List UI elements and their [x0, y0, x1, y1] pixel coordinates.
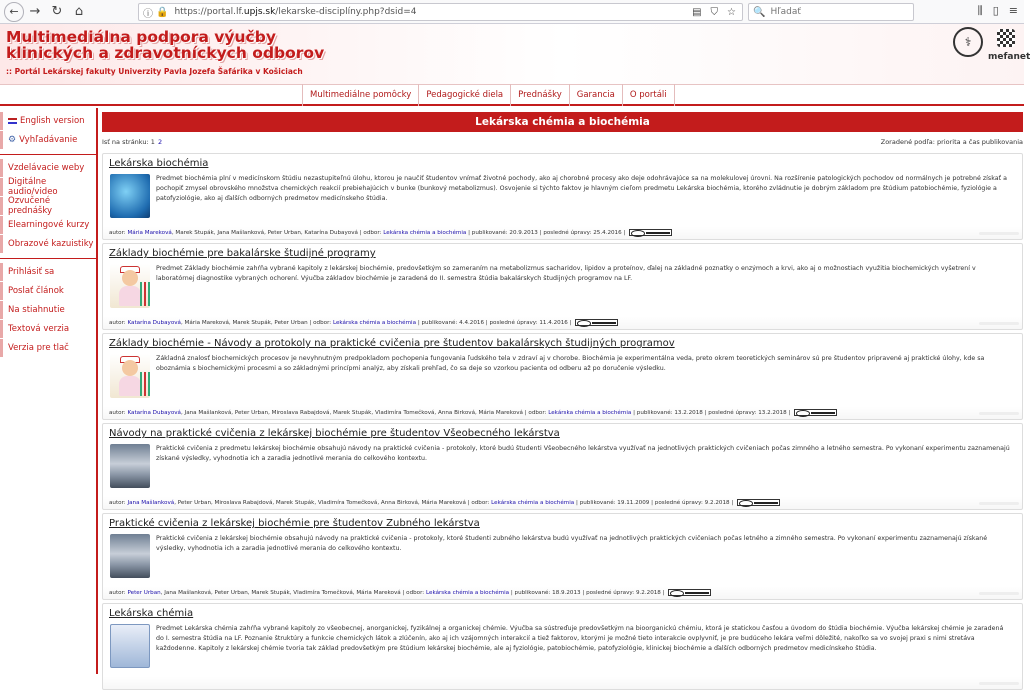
section-title: Lekárska chémia a biochémia — [102, 112, 1023, 132]
reload-icon[interactable]: ↻ — [51, 4, 63, 19]
cc-license-icon[interactable] — [737, 499, 780, 506]
mefanet-label[interactable]: mefanet — [988, 52, 1030, 62]
article-title[interactable]: Návody na praktické cvičenia z lekárskej biochémie pre študentov Všeobecného lekárstva — [109, 428, 560, 439]
article-meta: autor: Katarína Dubayová, Jana Mašlanková, Peter Urban, Miroslava Rabajdová, Marek Stupák, Vladimíra Tomečková, Anna Birková, Mária Mareková | odbor: Lekárska chémia a biochémia | publikované: 13.2.2018 | posledné úpravy: 13.2.2018 | — [109, 409, 837, 416]
browser-toolbar — [0, 0, 1024, 24]
article-title[interactable]: Lekárska biochémia — [109, 158, 209, 169]
flag-icon — [8, 118, 17, 124]
menu-lectures[interactable]: Prednášky — [510, 84, 569, 106]
menu-about[interactable]: O portáli — [622, 84, 675, 106]
page-link-2[interactable]: 2 — [157, 138, 163, 146]
address-bar[interactable] — [138, 3, 743, 21]
article-card — [102, 243, 1023, 330]
cc-license-icon[interactable] — [668, 589, 711, 596]
article-description: Predmet Lekárska chémia zahŕňa vybrané kapitoly zo všeobecnej, anorganickej, fyzikálnej a organickej chémie. Výučba sa sústreďuje predovšetkým na bioorganickú chémiu, ktorá je statickou časťou a úvodom do štúdia biochémie. Výučba lekárskej chémie je zaradená do I. semestra štúdia na LF. Poznanie štruktúry a funkcie chemických látok a zlúčenín, ako aj ich vzájomných interakcií a tiež faktorov, ktorými je možné tieto interakcie ovplyvniť, je pre budúceho lekára veľmi dôležité, nakoľko sa vo svojej praxi s nimi stretáva každodenne. Kapitoly z lekárskej chémie tvoria tak základ predovšetkým pre štúdium lekárskej biochémie, ale aj fyziológie, patobiochémie, patofyziológie, klinickej biochémie a ďalších odborných predmetov medicínskeho štúdia. — [156, 625, 1004, 652]
sidebar-item-send-article[interactable]: Poslať článok — [0, 282, 96, 300]
sidebar-item-print[interactable]: Verzia pre tlač — [0, 339, 96, 357]
article-card — [102, 423, 1023, 510]
author-link[interactable]: Katarína Dubayová — [127, 410, 181, 416]
mefanet-logo-icon[interactable] — [997, 29, 1015, 47]
home-icon[interactable]: ⌂ — [74, 4, 84, 19]
forward-arrow-icon[interactable]: → — [29, 4, 41, 19]
cc-license-icon[interactable] — [794, 409, 837, 416]
sidebar-item-elearning[interactable]: Elearningové kurzy — [0, 216, 96, 234]
article-thumbnail[interactable] — [110, 174, 150, 218]
sidebar-group-tools — [0, 108, 96, 155]
card-scroll-indicator — [979, 322, 1019, 325]
site-title[interactable]: Multimediálna podpora výučby klinických a zdravotníckych odborov — [6, 28, 325, 62]
field-link[interactable]: Lekárska chémia a biochémia — [548, 410, 632, 416]
article-meta: autor: Peter Urban, Jana Mašlanková, Peter Urban, Marek Stupák, Vladimíra Tomečková, Mária Mareková | odbor: Lekárska chémia a biochémia | publikované: 18.9.2013 | posledné úpravy: 9.2.2018 | — [109, 589, 711, 596]
sidebar-item-english[interactable]: English version — [0, 112, 96, 130]
sidebar — [0, 108, 98, 674]
article-card — [102, 153, 1023, 240]
menu-icon[interactable]: ≡ — [1008, 4, 1018, 17]
bookmark-star-icon[interactable]: ☆ — [727, 6, 736, 18]
article-thumbnail[interactable] — [110, 444, 150, 488]
article-card — [102, 603, 1023, 690]
sidebar-item-search[interactable]: ⚙ Vyhľadávanie — [0, 131, 96, 149]
article-thumbnail[interactable] — [110, 264, 150, 308]
article-thumbnail[interactable] — [110, 624, 150, 668]
sidebar-item-web[interactable]: Vzdelávacie weby — [0, 159, 96, 177]
sidebar-item-audio-video[interactable]: Digitálne audio/video — [0, 178, 96, 196]
article-meta: autor: Katarína Dubayová, Mária Mareková, Marek Stupák, Peter Urban | odbor: Lekárska chémia a biochémia | publikované: 4.4.2016 | posledné úpravy: 11.4.2016 | — [109, 319, 618, 326]
lock-icon: 🔒 — [156, 6, 169, 18]
url-text[interactable]: https://portal.lf.upjs.sk/lekarske-disciplíny.php?dsid=4 — [174, 7, 417, 17]
info-icon[interactable]: ⓘ — [143, 8, 153, 20]
pocket-icon[interactable]: ⛉ — [710, 6, 719, 18]
field-link[interactable]: Lekárska chémia a biochémia — [383, 230, 467, 236]
author-link[interactable]: Jana Mašlanková — [127, 500, 175, 506]
site-header — [0, 24, 1030, 84]
menu-multimedia[interactable]: Multimediálne pomôcky — [302, 84, 418, 106]
menu-guarantee[interactable]: Garancia — [569, 84, 622, 106]
browser-search-input[interactable] — [770, 7, 910, 17]
author-link[interactable]: Peter Urban — [127, 590, 161, 596]
card-scroll-indicator — [979, 232, 1019, 235]
author-link[interactable]: Mária Mareková — [127, 230, 172, 236]
article-thumbnail[interactable] — [110, 354, 150, 398]
card-scroll-indicator — [979, 412, 1019, 415]
sidebar-item-lectures[interactable]: Ozvučené prednášky — [0, 197, 96, 215]
author-link[interactable]: Katarína Dubayová — [127, 320, 181, 326]
card-scroll-indicator — [979, 592, 1019, 595]
sidebar-toggle-icon[interactable]: ▯ — [992, 4, 999, 17]
main-content — [102, 108, 1023, 690]
sort-label: Zoradené podľa: priorita a čas publikovania — [880, 138, 1023, 146]
sidebar-item-login[interactable]: Prihlásiť sa — [0, 263, 96, 281]
sidebar-item-case-studies[interactable]: Obrazové kazuistiky — [0, 235, 96, 253]
article-description: Praktické cvičenia z predmetu lekárskej biochémie obsahujú návody na praktické cvičenia - protokoly, ktoré budú študenti Všeobecného lekárstva využívať na jednotlivých praktických cvičeniach počas zimného a letného semestra. Po vykonaní experimentu zaznamenajú získané výsledky, vyhodnotia ich a zaradia jednotlivé merania do celkového kontextu. — [156, 445, 1010, 462]
article-title[interactable]: Praktické cvičenia z lekárskej biochémie pre študentov Zubného lekárstva — [109, 518, 480, 529]
list-info — [102, 138, 1023, 150]
cc-license-icon[interactable] — [575, 319, 618, 326]
article-description: Základná znalosť biochemických procesov je nevyhnutným predpokladom pochopenia fungovania ľudského tela v zdraví aj v chorobe. Biochémia je experimentálna veda, preto okrem teoretických seminárov sú pre študentov pripravené aj praktické úlohy, kde sa oboznámia s biochemickými procesmi a so základnými princípmi analýz, aby získali prehľad, čo sa deje so vzorkou pacienta od odberu až po doručenie výsledku. — [156, 355, 985, 372]
article-title[interactable]: Základy biochémie - Návody a protokoly na praktické cvičenia pre študentov bakalárskych študijných programov — [109, 338, 675, 349]
sidebar-group-resources — [0, 155, 96, 259]
sidebar-item-text-version[interactable]: Textová verzia — [0, 320, 96, 338]
menu-pedagogical[interactable]: Pedagogické diela — [418, 84, 510, 106]
field-link[interactable]: Lekárska chémia a biochémia — [425, 590, 510, 596]
browser-search-bar[interactable] — [748, 3, 914, 21]
article-meta: autor: Jana Mašlanková, Peter Urban, Miroslava Rabajdová, Marek Stupák, Vladimíra Tomečková, Anna Birková, Mária Mareková | odbor: Lekárska chémia a biochémia | publikované: 19.11.2009 | posledné úpravy: 9.2.2018 | — [109, 499, 780, 506]
pagination: Isť na stránku: 1 2 — [102, 138, 163, 146]
cc-license-icon[interactable] — [629, 229, 672, 236]
back-arrow-icon[interactable]: ← — [4, 2, 24, 22]
top-menu — [302, 84, 675, 106]
article-card — [102, 513, 1023, 600]
card-scroll-indicator — [979, 502, 1019, 505]
search-icon: 🔍 — [753, 6, 766, 18]
reader-view-icon[interactable]: ▤ — [692, 6, 702, 18]
card-scroll-indicator — [979, 682, 1019, 685]
library-icon[interactable]: ⫼ — [977, 4, 983, 17]
article-thumbnail[interactable] — [110, 534, 150, 578]
article-title[interactable]: Lekárska chémia — [109, 608, 194, 619]
article-description: Predmet biochémia plní v medicínskom štúdiu nezastupiteľnú úlohu, ktorou je naučiť študentov vnímať životné pochody, ako aj chorobné procesy ako deje odohrávajúce sa na molekulovej úrovni. Na rozšírenie patologických pochodov od normálnych je potrebné získať a pochopiť zmysel obrovského množstva chemických reakcií prebiehajúcich v bunke (bunkový metabolizmus). Osvojenie si týchto faktov je hlavným cieľom predmetu Lekárska biochémia, ktorého zvládnutie je dobrým základom pre štúdium patobiochémie, fyziológie a patofyziológie, ako aj ďalších odborných predmetov medicínskeho štúdia. — [156, 175, 1007, 202]
sidebar-group-user — [0, 259, 96, 362]
site-subtitle: :: Portál Lekárskej fakulty Univerzity Pavla Jozefa Šafárika v Košiciach — [6, 67, 303, 76]
field-link[interactable]: Lekárska chémia a biochémia — [332, 320, 417, 326]
article-description: Predmet Základy biochémie zahŕňa vybrané kapitoly z lekárskej biochémie, predovšetkým so zameraním na metabolizmus sacharidov, lipidov a proteínov, ďalej na základné poznatky o enzýmoch a krvi, ako aj o možnostiach využitia biochemických vyšetrení v laboratórnej diagnostike vybraných ochorení. Výučba základov biochémie je zaradená do II. semestra štúdia bakalárskych študijných programov na LF. — [156, 265, 976, 282]
field-link[interactable]: Lekárska chémia a biochémia — [491, 500, 575, 506]
article-card — [102, 333, 1023, 420]
article-title[interactable]: Základy biochémie pre bakalárske študijné programy — [109, 248, 376, 259]
search-icon: ⚙ — [8, 135, 17, 145]
article-meta: autor: Mária Mareková, Marek Stupák, Jana Mašlanková, Peter Urban, Katarína Dubayová | odbor: Lekárska chémia a biochémia | publikované: 20.9.2013 | posledné úpravy: 25.4.2016 | — [109, 229, 672, 236]
university-seal-icon[interactable]: ⚕ — [953, 27, 983, 57]
article-description: Praktické cvičenia z lekárskej biochémie obsahujú návody na praktické cvičenia - protokoly, ktoré študenti zubného lekárstva budú využívať na jednotlivých praktických cvičeniach počas letného a zimného semestra. Po vykonaní experimentu zaznamenajú získané výsledky, vyhodnotia ich a zaradia jednotlivé merania do celkového kontextu. — [156, 535, 988, 552]
article-list — [102, 153, 1023, 690]
sidebar-item-download[interactable]: Na stiahnutie — [0, 301, 96, 319]
